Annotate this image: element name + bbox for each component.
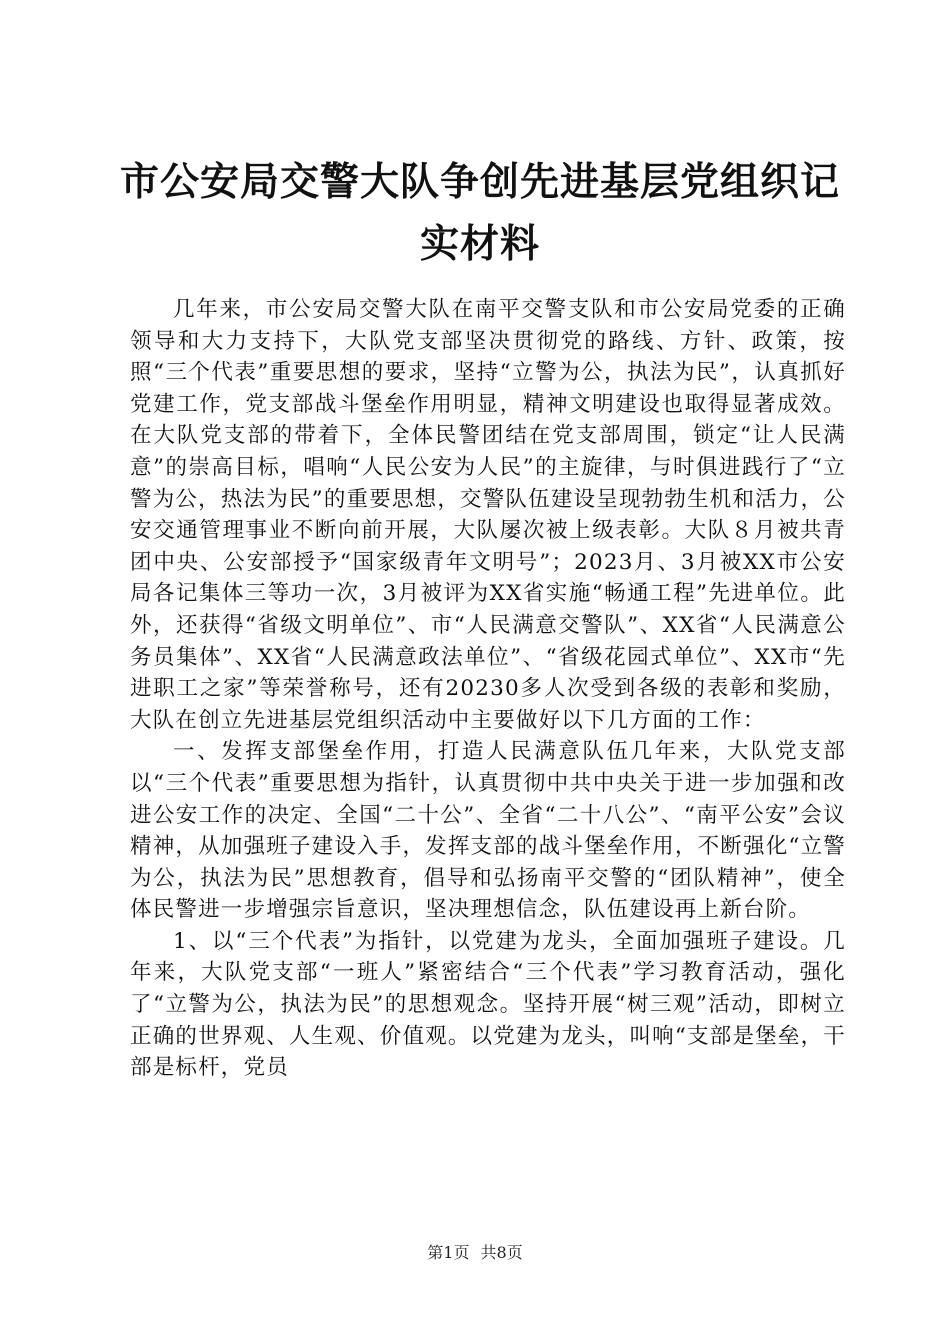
page-number-footer: 第1页 共8页 bbox=[427, 1243, 523, 1262]
body-paragraph: 一、发挥支部堡垒作用，打造人民满意队伍几年来，大队党支部以“三个代表”重要思想为指针，认真贯彻中共中央关于进一步加强和改进公安工作的决定、全国“二十公”、全省“二十八公”、“南平公安”会议精神，从加强班子建设入手，发挥支部的战斗堡垒作用，不断强化“立警为公，执法为民”思想教育，倡导和弘扬南平交警的“团队精神”，使全体民警进一步增强宗旨意识，坚决理想信念，队伍建设再上新台阶。 bbox=[130, 739, 846, 923]
body-paragraph: 几年来，市公安局交警大队在南平交警支队和市公安局党委的正确领导和大力支持下，大队党支部坚决贯彻党的路线、方针、政策，按照“三个代表”重要思想的要求，坚持“立警为公，执法为民”，认真抓好党建工作，党支部战斗堡垒作用明显，精神文明建设也取得显著成效。在大队党支部的带着下，全体民警团结在党支部周围，锁定“让人民满意”的崇高目标，唱响“人民公安为人民”的主旋律，与时俱进践行了“立警为公，热法为民”的重要思想，交警队伍建设呈现勃勃生机和活力，公安交通管理事业不断向前开展，大队屡次被上级表彰。大队８月被共青团中央、公安部授予“国家级青年文明号”；2023月、3月被XX市公安局各记集体三等功一次，3月被评为XX省实施“畅通工程”先进单位。此外，还获得“省级文明单位”、市“人民满意交警队”、XX省“人民满意公务员集体”、XX省“人民满意政法单位”、“省级花园式单位”、XX市“先进职工之家”等荣誉称号，还有20230多人次受到各级的表彰和奖励，大队在创立先进基层党组织活动中主要做好以下几方面的工作： bbox=[130, 297, 846, 733]
document-body bbox=[130, 294, 846, 1084]
document-title: 市公安局交警大队争创先进基层党组织记实材料 bbox=[119, 160, 840, 267]
body-paragraph: 1、以“三个代表”为指针，以党建为龙头，全面加强班子建设。几年来，大队党支部“一班人”紧密结合“三个代表”学习教育活动，强化了“立警为公，执法为民”的思想观念。坚持开展“树三观”活动，即树立正确的世界观、人生观、价值观。以党建为龙头，叫响“支部是堡垒，干部是标杆，党员 bbox=[130, 928, 846, 1081]
